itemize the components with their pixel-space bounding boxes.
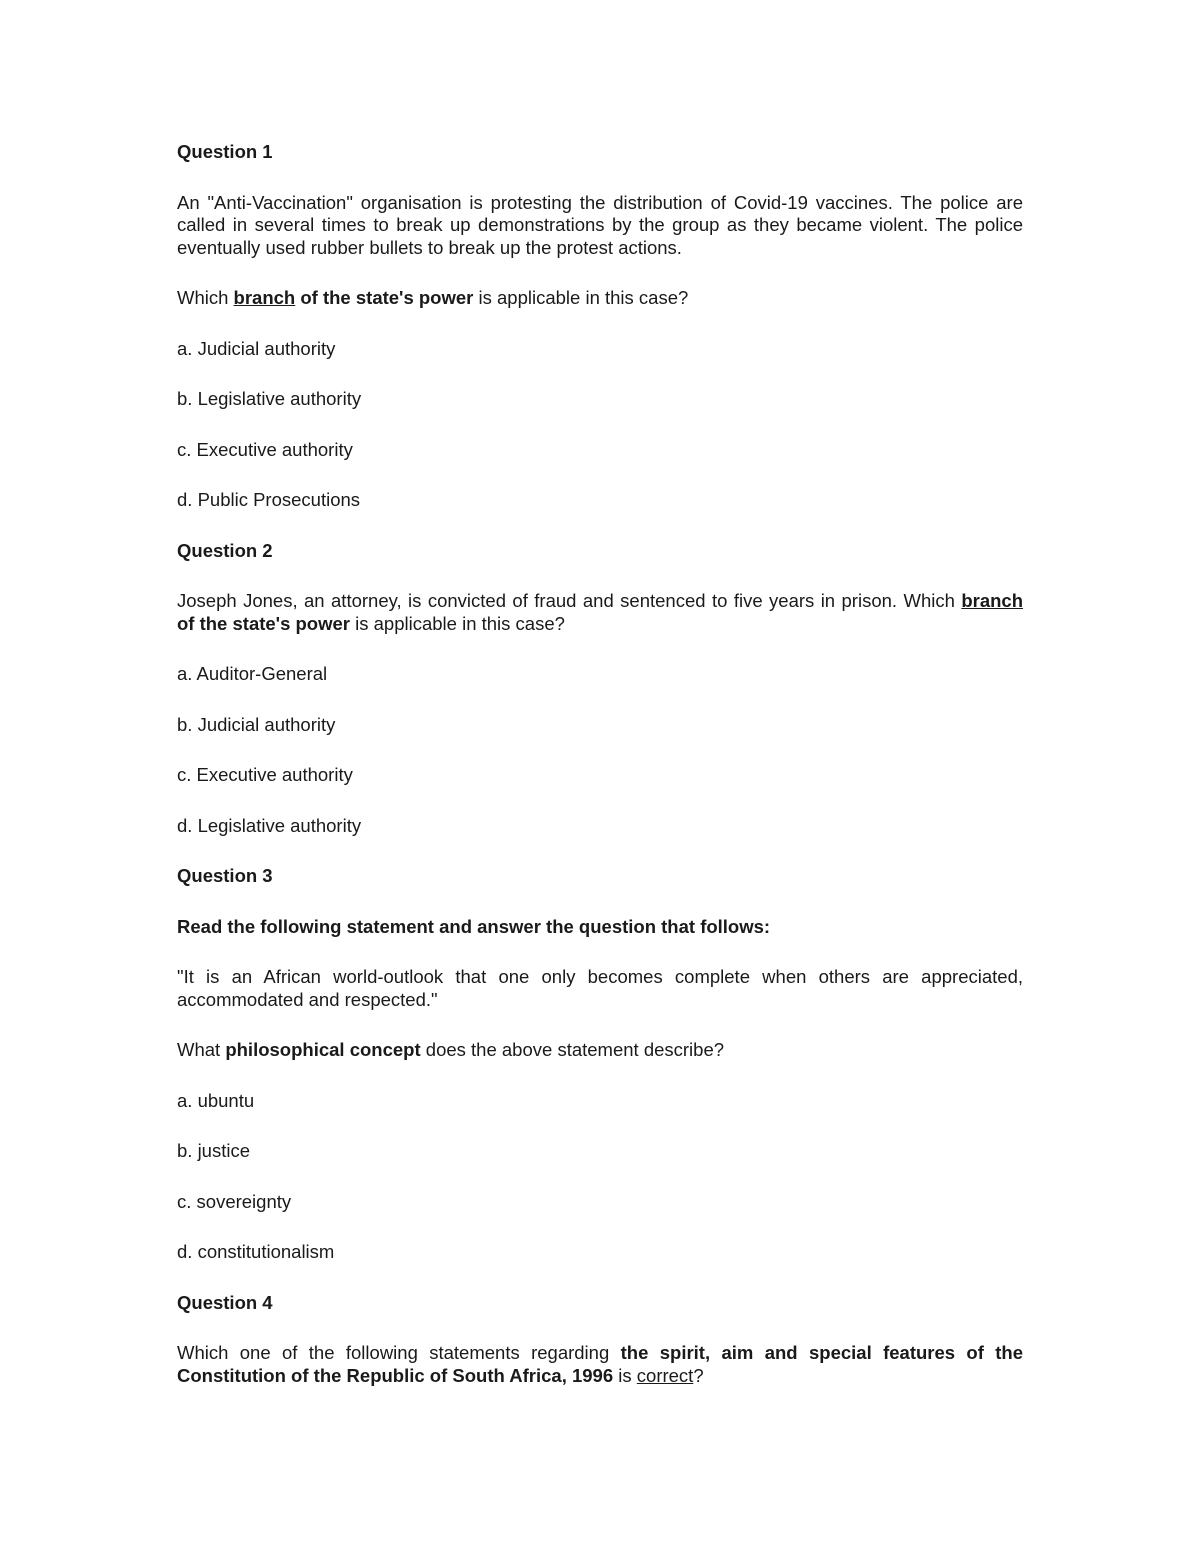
question-title: Question 3: [177, 865, 273, 886]
answer-option: d. Public Prosecutions: [177, 489, 361, 510]
answer-option: a. Judicial authority: [177, 337, 336, 359]
answer-option: d. Legislative authority: [177, 814, 362, 836]
question-title: Question 2: [177, 539, 273, 561]
question-1: [177, 141, 1023, 512]
prompt-emphasis: the spirit, aim and special features of the Constitution of the Republic of South Africa, 1996: [177, 1342, 1024, 1386]
answer-option: d. constitutionalism: [177, 1241, 335, 1262]
question-scenario: An "Anti-Vaccination" organisation is protesting the distribution of Covid-19 vaccines. The police are called in several times to break up demonstrations by the group as they became violent. The police eventually used rubber bullets to break up the protest actions.: [177, 191, 1023, 258]
question-instruction: [177, 916, 1023, 939]
prompt-emphasis-underlined: correct: [636, 1364, 694, 1386]
prompt-text: does the above statement describe?: [420, 1039, 725, 1060]
question-title: Question 4: [177, 1291, 273, 1313]
question-body: [177, 590, 1023, 635]
instruction-text: Read the following statement and answer the question that follows:: [177, 915, 771, 937]
prompt-text: ?: [693, 1364, 704, 1386]
answer-option: b. Legislative authority: [177, 388, 362, 409]
question-4: [177, 1292, 1023, 1388]
prompt-text: Which: [177, 287, 234, 308]
question-prompt: [177, 1039, 1023, 1062]
answer-option: c. Executive authority: [177, 764, 353, 785]
prompt-emphasis: of the state's power: [295, 287, 474, 308]
prompt-emphasis: of the state's power: [177, 612, 350, 634]
answer-option: a. Auditor-General: [177, 663, 328, 684]
prompt-emphasis: philosophical concept: [225, 1039, 421, 1060]
prompt-emphasis-underlined: branch: [233, 287, 296, 308]
question-scenario: Joseph Jones, an attorney, is convicted of fraud and sentenced to five years in prison.: [177, 590, 898, 611]
answer-option: b. Judicial authority: [177, 713, 336, 735]
prompt-text: Which: [903, 590, 962, 611]
answer-option: a. ubuntu: [177, 1089, 255, 1111]
prompt-text: is applicable in this case?: [473, 287, 689, 308]
prompt-text: is applicable in this case?: [350, 612, 565, 634]
prompt-text: Which one of the following statements regarding: [177, 1342, 621, 1363]
prompt-emphasis-underlined: branch: [961, 590, 1024, 611]
question-2: [177, 540, 1023, 838]
question-statement: "It is an African world-outlook that one only becomes complete when others are appreciated, accommodated and respected.": [177, 966, 1023, 1010]
question-3: [177, 865, 1023, 1264]
prompt-text: is: [613, 1364, 637, 1386]
answer-option: c. sovereignty: [177, 1190, 292, 1212]
prompt-text: What: [177, 1039, 226, 1060]
question-prompt: [177, 287, 1023, 310]
question-prompt: [177, 1342, 1023, 1387]
document-page: [177, 141, 1023, 1415]
answer-option: b. justice: [177, 1140, 251, 1161]
answer-option: c. Executive authority: [177, 438, 353, 460]
question-title: Question 1: [177, 141, 273, 162]
